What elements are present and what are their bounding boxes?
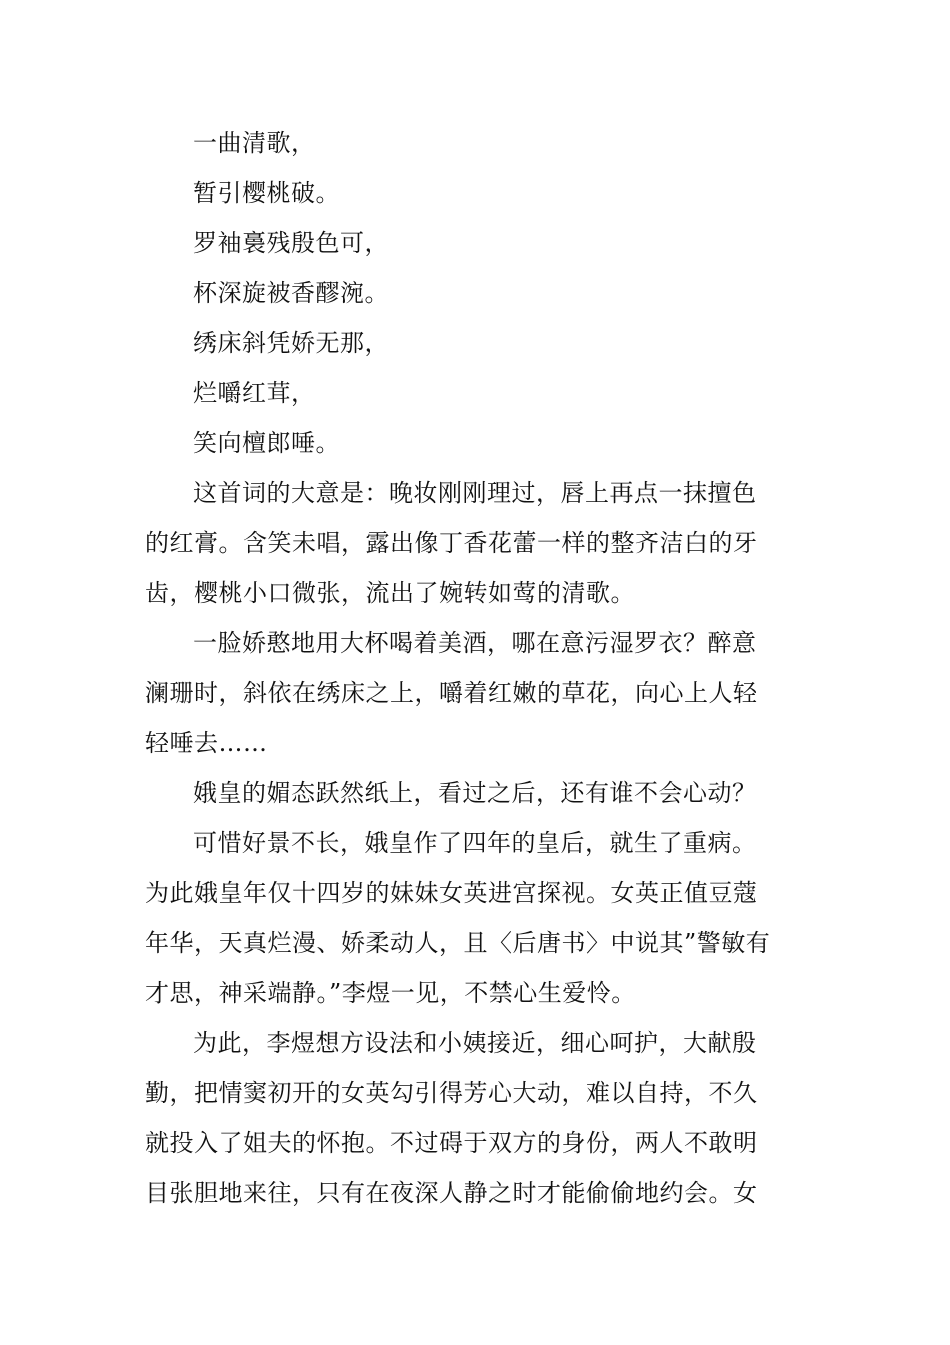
paragraph-4-line-4: 才思，神采端静。”李煜一见，不禁心生爱怜。 [145,979,636,1007]
paragraph-5-line-4: 目张胆地来往，只有在夜深人静之时才能偷偷地约会。女 [145,1179,758,1207]
paragraph-4-line-1: 可惜好景不长，娥皇作了四年的皇后，就生了重病。 [193,829,757,857]
poem-line-3: 罗袖裛残殷色可， [193,229,389,257]
paragraph-5-line-3: 就投入了姐夫的怀抱。不过碍于双方的身份，两人不敢明 [145,1129,758,1157]
paragraph-3-line-1: 娥皇的媚态跃然纸上，看过之后，还有谁不会心动？ [193,779,757,807]
poem-line-5: 绣床斜凭娇无那， [193,329,389,357]
paragraph-5-line-2: 勤，把情窦初开的女英勾引得芳心大动，难以自持，不久 [145,1079,758,1107]
paragraph-4-line-2: 为此娥皇年仅十四岁的妹妹女英进宫探视。女英正值豆蔻 [145,879,758,907]
poem-line-1: 一曲清歌， [193,129,316,157]
paragraph-1-line-1: 这首词的大意是：晚妆刚刚理过，唇上再点一抹擅色 [193,479,757,507]
poem-line-6: 烂嚼红茸， [193,379,316,407]
paragraph-1-line-3: 齿，樱桃小口微张，流出了婉转如莺的清歌。 [145,579,635,607]
paragraph-2-line-2: 澜珊时，斜依在绣床之上，嚼着红嫩的草花，向心上人轻 [145,679,758,707]
paragraph-1-line-2: 的红膏。含笑未唱，露出像丁香花蕾一样的整齐洁白的牙 [145,529,758,557]
paragraph-5-line-1: 为此，李煜想方设法和小姨接近，细心呵护，大献殷 [193,1029,757,1057]
document-body [145,118,771,1218]
poem-line-7: 笑向檀郎唾。 [193,429,340,457]
poem-line-4: 杯深旋被香醪涴。 [193,279,389,307]
paragraph-2-line-1: 一脸娇憨地用大杯喝着美酒，哪在意污湿罗衣？醉意 [193,629,757,657]
poem-line-2: 暂引樱桃破。 [193,179,340,207]
paragraph-4-line-3: 年华，天真烂漫、娇柔动人，且〈后唐书〉中说其”警敏有 [145,929,771,957]
paragraph-2-line-3: 轻唾去…… [145,729,268,757]
